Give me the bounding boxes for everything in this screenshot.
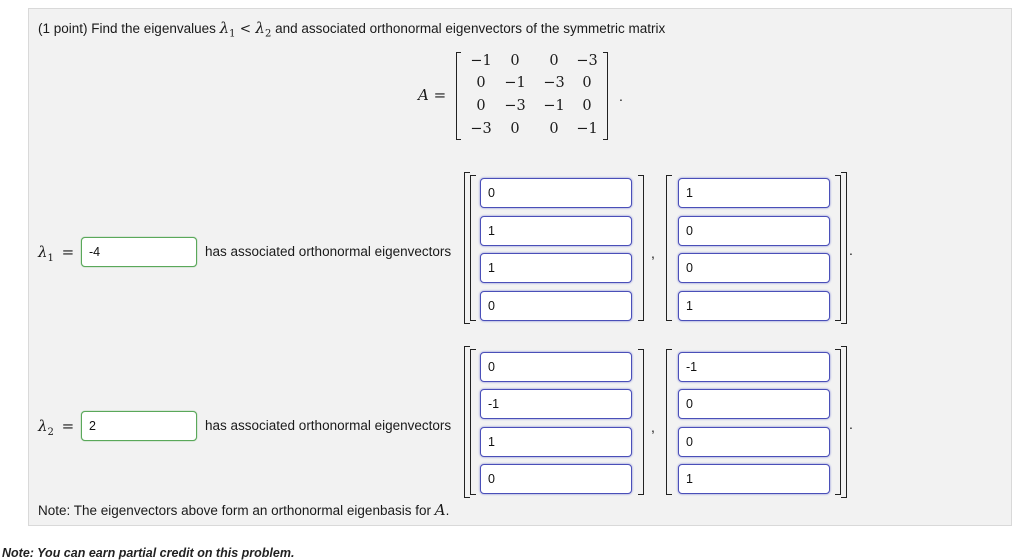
matrix-cell: 0	[510, 53, 520, 69]
matrix-cell: −3	[576, 53, 598, 69]
lambda1-subscript: 1	[229, 28, 236, 40]
eigen1-vector1-entry3[interactable]	[480, 253, 632, 283]
problem-suffix: and associated orthonormal eigenvectors of the symmetric matrix	[271, 21, 666, 36]
matrix-period: .	[619, 88, 623, 104]
matrix-label-text: A =	[418, 86, 447, 104]
eigenbasis-note	[38, 501, 449, 519]
vector1b-right-bracket	[835, 175, 841, 321]
vectors1-comma: ,	[651, 245, 655, 261]
lambda1-label-subscript: 1	[47, 253, 54, 264]
matrix-cell: −1	[504, 75, 526, 91]
eigenbasis-note-var: A	[434, 501, 446, 519]
matrix-cell: 0	[549, 121, 559, 137]
lambda2-description: has associated orthonormal eigenvectors	[205, 418, 452, 433]
vector2b-left-bracket	[666, 349, 672, 495]
lambda1-symbol: λ	[219, 19, 230, 37]
lambda2-equals: =	[61, 417, 75, 435]
vectors2-period: .	[849, 416, 853, 432]
eigen2-vector2-entry1[interactable]	[678, 352, 830, 382]
eigen2-vector1-entry4[interactable]	[480, 464, 632, 494]
vectors1-right-bracket	[841, 172, 847, 324]
vector1a-right-bracket	[638, 175, 644, 321]
vector2b-right-bracket	[835, 349, 841, 495]
matrix-cell: 0	[582, 75, 592, 91]
eigen1-vector1-entry1[interactable]	[480, 178, 632, 208]
partial-credit-note: Note: You can earn partial credit on this problem.	[2, 546, 295, 560]
eigen2-vector2-entry4[interactable]	[678, 464, 830, 494]
eigen2-vector1-entry2[interactable]	[480, 389, 632, 419]
lambda1-input[interactable]	[81, 237, 197, 267]
matrix-cell: −1	[543, 98, 565, 114]
lambda2-input[interactable]	[81, 411, 197, 441]
matrix-label	[418, 86, 446, 104]
vectors1-period: .	[849, 242, 853, 258]
vectors2-comma: ,	[651, 419, 655, 435]
eigen1-vector2-entry3[interactable]	[678, 253, 830, 283]
lambda2-label-symbol: λ	[38, 417, 48, 435]
eigen2-vector1-entry1[interactable]	[480, 352, 632, 382]
matrix-cell: 0	[476, 98, 486, 114]
less-than: <	[235, 21, 256, 37]
eigen1-vector1-entry4[interactable]	[480, 291, 632, 321]
vector2a-left-bracket	[470, 349, 476, 495]
lambda2-symbol: λ	[255, 19, 265, 37]
eigen1-vector2-entry1[interactable]	[678, 178, 830, 208]
vector1b-left-bracket	[666, 175, 672, 321]
eigen1-vector2-entry4[interactable]	[678, 291, 830, 321]
matrix-cell: −3	[543, 75, 565, 91]
vectors2-right-bracket	[841, 346, 847, 498]
matrix-cell: −3	[470, 121, 492, 137]
matrix-cell: −1	[470, 53, 492, 69]
matrix-cell: 0	[510, 121, 520, 137]
matrix-a	[456, 52, 608, 140]
matrix-left-bracket	[456, 52, 461, 140]
lambda2-subscript: 2	[264, 28, 272, 40]
matrix-cell: 0	[582, 98, 592, 114]
eigen1-vector1-entry2[interactable]	[480, 216, 632, 246]
vector1a-left-bracket	[470, 175, 476, 321]
lambda1-equals: =	[61, 243, 75, 261]
lambda1-label	[38, 243, 74, 264]
matrix-cell: −1	[576, 121, 598, 137]
problem-statement	[38, 19, 665, 40]
lambda1-description: has associated orthonormal eigenvectors	[205, 244, 452, 259]
lambda2-label	[38, 417, 74, 438]
eigen1-vector2-entry2[interactable]	[678, 216, 830, 246]
eigen2-vector2-entry2[interactable]	[678, 389, 830, 419]
eigen2-vector1-entry3[interactable]	[480, 427, 632, 457]
eigen2-vector2-entry3[interactable]	[678, 427, 830, 457]
matrix-cell: −3	[504, 98, 526, 114]
eigenbasis-note-suffix: .	[445, 503, 450, 518]
lambda2-label-subscript: 2	[47, 427, 54, 438]
eigenbasis-note-prefix: Note: The eigenvectors above form an orthonormal eigenbasis for	[38, 503, 435, 518]
problem-prefix: (1 point) Find the eigenvalues	[38, 21, 220, 36]
matrix-cell: 0	[549, 53, 559, 69]
lambda1-label-symbol: λ	[38, 243, 48, 261]
matrix-cell: 0	[476, 75, 486, 91]
vector2a-right-bracket	[638, 349, 644, 495]
